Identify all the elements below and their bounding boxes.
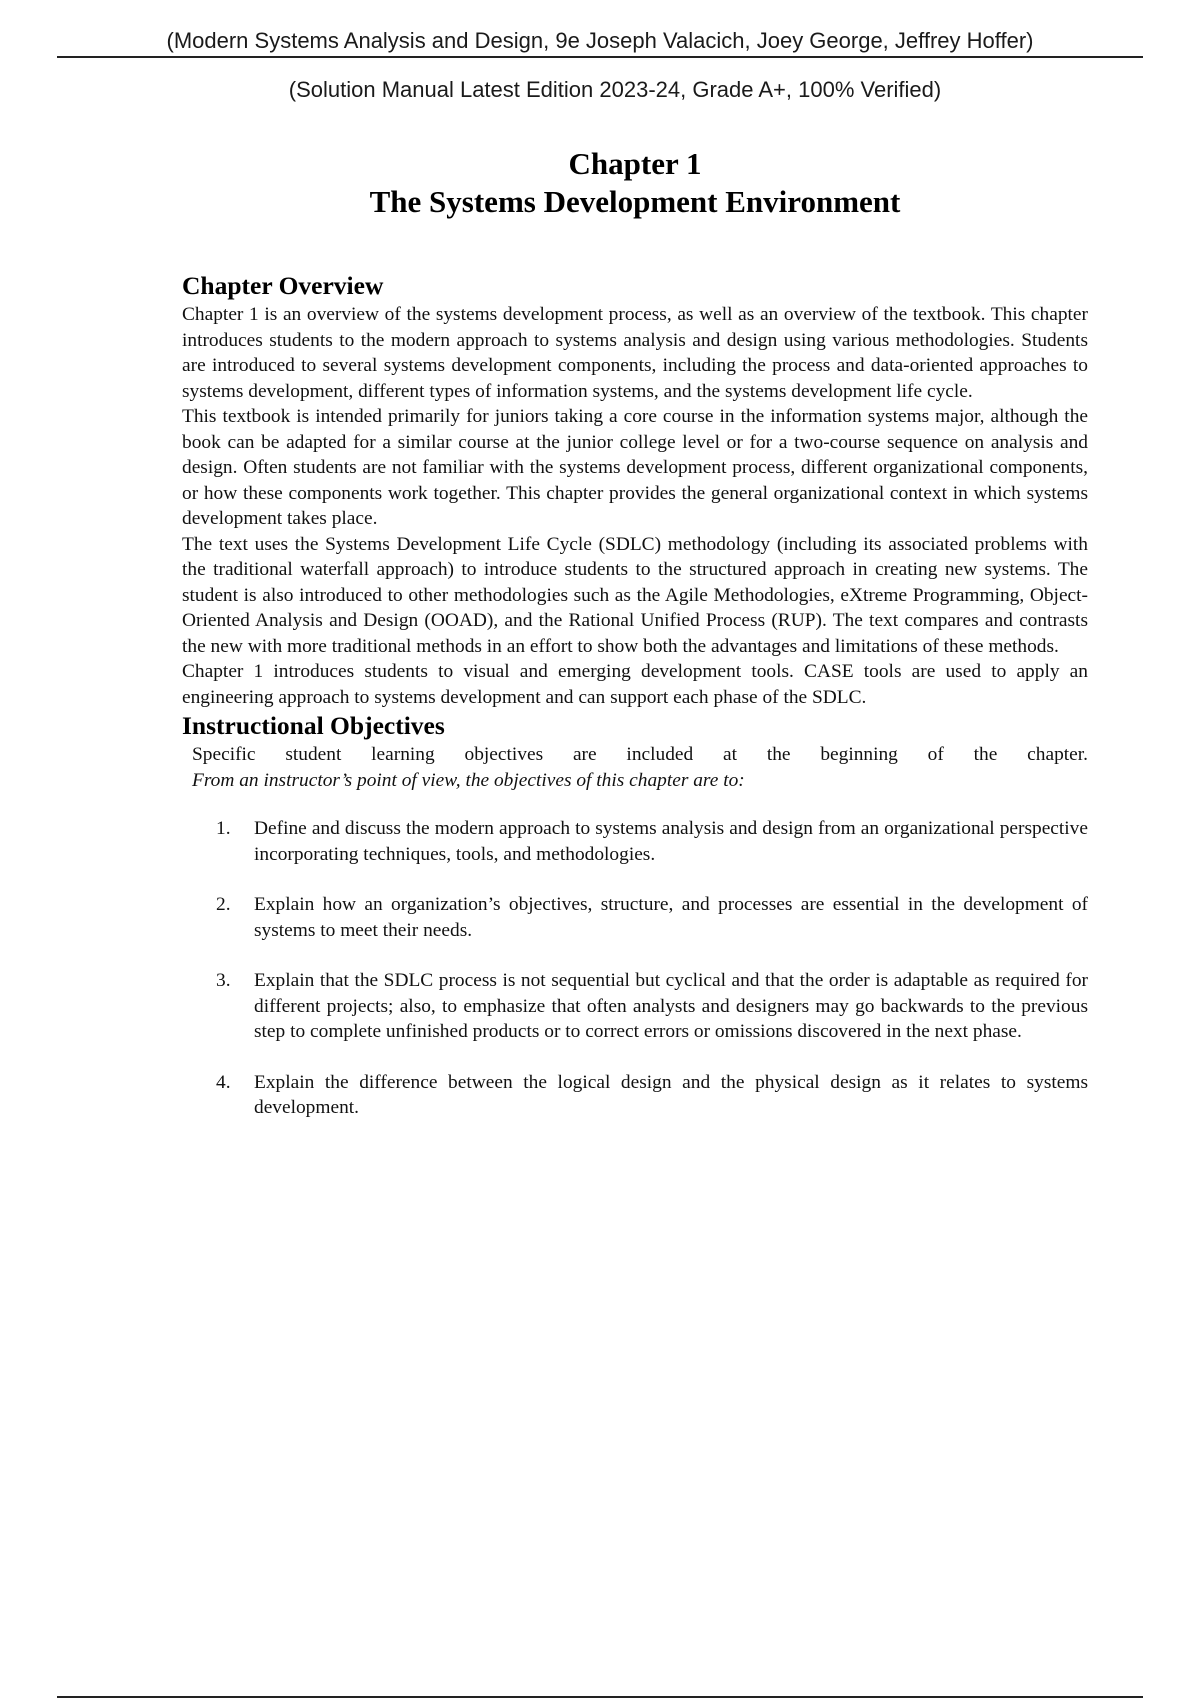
objectives-intro: Specific student learning objectives are included at the beginning of the chapter. — [192, 744, 1088, 765]
overview-paragraph: Chapter 1 is an overview of the systems development process, as well as an overview of the textbook. This chapter introduces students to the modern approach to systems analysis and design using various methodologies. Students are introduced to several systems development components, including the process and data-oriented approaches to systems development, different types of information systems, and the systems development life cycle. — [182, 304, 1088, 402]
overview-paragraph: This textbook is intended primarily for juniors taking a core course in the information systems major, although the book can be adapted for a similar course at the junior college level or for a two-course sequence on analysis and design. Often students are not familiar with the systems development process, different organizational components, or how these components work together. This chapter provides the general organizational context in which systems development takes place. — [182, 406, 1088, 529]
objectives-intro-italic: From an instructor’s point of view, the objectives of this chapter are to: — [192, 769, 745, 791]
chapter-title — [0, 145, 1200, 221]
instructional-objectives-heading: Instructional Objectives — [182, 711, 445, 740]
chapter-overview-heading: Chapter Overview — [182, 271, 384, 300]
overview-paragraph: The text uses the Systems Development Life Cycle (SDLC) methodology (including its associated problems with the traditional waterfall approach) to introduce students to the structured approach in creating new systems. The student is also introduced to other methodologies such as the Agile Methodologies, eXtreme Programming, Object-Oriented Analysis and Design (OOAD), and the Rational Unified Process (RUP). The text compares and contrasts the new with more traditional methods in an effort to show both the advantages and limitations of these methods. — [182, 533, 1088, 657]
objective-number: 2. — [216, 894, 231, 915]
objective-text: Explain how an organization’s objectives, structure, and processes are essential in the development of systems to meet their needs. — [254, 894, 1088, 941]
document-body — [182, 270, 1088, 1146]
header-divider — [57, 56, 1143, 58]
objective-item — [182, 816, 1088, 867]
objective-item — [182, 968, 1088, 1045]
objective-text: Define and discuss the modern approach to systems analysis and design from an organizational perspective incorporating techniques, tools, and methodologies. — [254, 818, 1088, 865]
chapter-number: Chapter 1 — [568, 146, 702, 181]
objective-item — [182, 1070, 1088, 1121]
objective-number: 3. — [216, 970, 231, 991]
objective-text: Explain the difference between the logical design and the physical design as it relates to systems development. — [254, 1071, 1088, 1118]
objectives-list — [182, 816, 1088, 1121]
footer-divider — [57, 1696, 1143, 1698]
overview-paragraph: Chapter 1 introduces students to visual and emerging development tools. CASE tools are used to apply an engineering approach to systems development and can support each phase of the SDLC. — [182, 661, 1088, 708]
objective-item — [182, 892, 1088, 943]
book-header: (Modern Systems Analysis and Design, 9e Joseph Valacich, Joey George, Jeffrey Hoffer) — [166, 28, 1034, 53]
objective-number: 4. — [216, 1071, 231, 1093]
objective-text: Explain that the SDLC process is not sequential but cyclical and that the order is adaptable as required for different projects; also, to emphasize that often analysts and designers may go backwards to the previous step to complete unfinished products or to correct errors or omissions discovered in the next phase. — [254, 970, 1088, 1042]
edition-subheader: (Solution Manual Latest Edition 2023-24, Grade A+, 100% Verified) — [288, 77, 942, 102]
objective-number: 1. — [216, 818, 231, 839]
chapter-name: The Systems Development Environment — [369, 184, 901, 219]
